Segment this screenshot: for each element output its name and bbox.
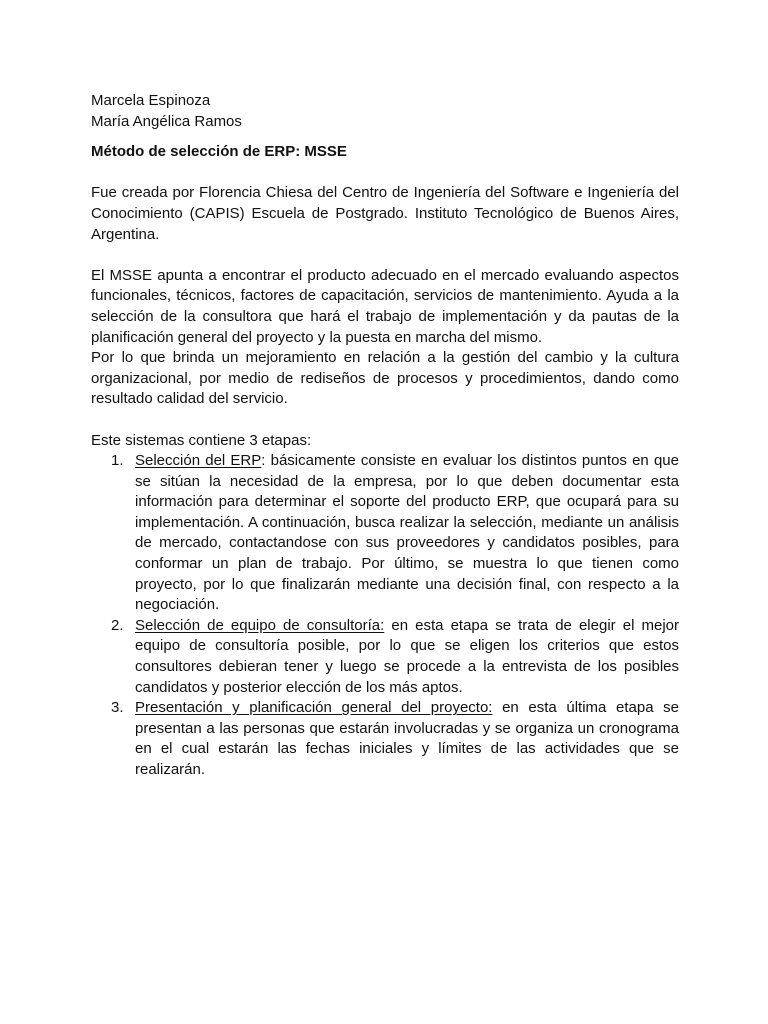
paragraph-purpose: El MSSE apunta a encontrar el producto adecuado en el mercado evaluando aspectos funcionales, técnicos, factores de capacitación, servicios de mantenimiento. Ayuda a la selección de la consultora que hará el trabajo de implementación y da pautas de la planificación general del proyecto y la puesta en marcha del mismo. bbox=[91, 266, 679, 346]
stage-heading: Selección del ERP bbox=[135, 452, 262, 470]
list-item-number: 2. bbox=[111, 616, 124, 634]
paragraph-stages-intro: Este sistemas contiene 3 etapas: bbox=[91, 431, 312, 449]
paragraph-benefits: Por lo que brinda un mejoramiento en relación a la gestión del cambio y la cultura organizacional, por medio de rediseños de procesos y procedimientos, dando como resultado calidad del servicio. bbox=[91, 349, 679, 408]
list-item bbox=[91, 698, 679, 780]
list-item bbox=[91, 616, 679, 698]
author-name: Marcela Espinoza bbox=[91, 92, 211, 109]
spacer bbox=[91, 410, 679, 431]
document-body bbox=[91, 91, 679, 781]
stage-text: : básicamente consiste en evaluar los distintos puntos en que se sitúan la necesidad de la empresa, por lo que deben documentar esta información para determinar el soporte del producto ERP, que ocupará para su implementación. A continuación, busca realizar la selección, mediante un análisis de mercado, contactandose con sus proveedores y candidatos posibles, para conformar un plan de trabajo. Por último, se muestra lo que tienen como proyecto, por lo que finalizarán mediante una decisión final, con respecto a la negociación. bbox=[135, 452, 679, 614]
list-item-number: 3. bbox=[111, 699, 124, 717]
list-item-number: 1. bbox=[111, 452, 124, 470]
document-title: Método de selección de ERP: MSSE bbox=[91, 143, 347, 161]
list-item bbox=[91, 451, 679, 616]
spacer bbox=[91, 245, 679, 266]
stage-text: en esta última etapa se presentan a las personas que estarán involucradas y se organiza un cronograma en el cual estarán las fechas iniciales y límites de las actividades que se realizarán. bbox=[135, 699, 679, 778]
spacer bbox=[91, 163, 679, 184]
stage-heading: Presentación y planificación general del proyecto: bbox=[135, 699, 493, 717]
paragraph-origin: Fue creada por Florencia Chiesa del Centro de Ingeniería del Software e Ingeniería del Conocimiento (CAPIS) Escuela de Postgrado. Instituto Tecnológico de Buenos Aires, Argentina. bbox=[91, 184, 679, 243]
author-name: María Angélica Ramos bbox=[91, 112, 242, 130]
stages-list bbox=[91, 451, 679, 781]
stage-text: en esta etapa se trata de elegir el mejor equipo de consultoría posible, por lo que se eligen los criterios que estos consultores debieran tener y luego se procede a la entrevista de los posibles candidatos y posterior elección de los más aptos. bbox=[135, 616, 679, 696]
stage-heading: Selección de equipo de consultoría: bbox=[135, 616, 385, 634]
